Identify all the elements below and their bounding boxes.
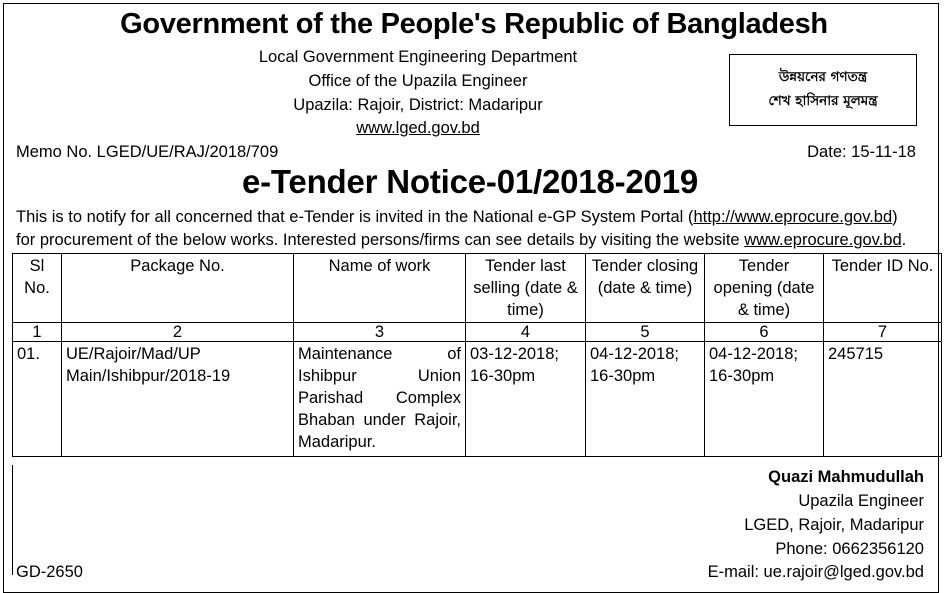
signatory-name: Quazi Mahmudullah — [768, 468, 924, 486]
notice-title: e-Tender Notice-01/2018-2019 — [241, 163, 698, 200]
header-package: Package No. — [62, 254, 294, 323]
memo-number: Memo No. LGED/UE/RAJ/2018/709 — [16, 143, 279, 161]
intro-line-1 — [16, 208, 931, 227]
website-link[interactable]: www.lged.gov.bd — [356, 119, 480, 137]
cell-selling: 03-12-2018; 16-30pm — [466, 342, 586, 457]
signatory-email[interactable]: E-mail: ue.rajoir@lged.gov.bd — [707, 563, 924, 581]
intro-text-1b: ) — [892, 208, 898, 226]
cell-tender-id: 245715 — [824, 342, 942, 457]
cell-package: UE/Rajoir/Mad/UP Main/Ishibpur/2018-19 — [62, 342, 294, 457]
slogan-box — [729, 54, 917, 126]
eprocure-portal-link[interactable]: http://www.eprocure.gov.bd — [693, 208, 893, 226]
cell-sl: 01. — [13, 342, 62, 457]
location-line: Upazila: Rajoir, District: Madaripur — [293, 96, 543, 114]
column-number: 5 — [586, 323, 705, 342]
cell-opening: 04-12-2018; 16-30pm — [705, 342, 824, 457]
eprocure-website-link[interactable]: www.eprocure.gov.bd — [744, 231, 902, 249]
cell-work — [294, 342, 466, 457]
notice-date: Date: 15-11-18 — [807, 143, 916, 161]
column-number: 3 — [294, 323, 466, 342]
cell-closing: 04-12-2018; 16-30pm — [586, 342, 705, 457]
signatory-office: LGED, Rajoir, Madaripur — [744, 516, 924, 534]
column-number: 7 — [824, 323, 942, 342]
intro-text-2b: . — [901, 231, 907, 249]
slogan-line-2: শেখ হাসিনার মূলমন্ত্র — [768, 93, 878, 109]
header-work: Name of work — [294, 254, 466, 323]
header-closing: Tender closing (date & time) — [586, 254, 705, 323]
signatory-phone: Phone: 0662356120 — [775, 540, 924, 558]
intro-text-2a: for procurement of the below works. Interested persons/firms can see details by visiting the website — [16, 231, 745, 249]
intro-line-2 — [16, 231, 931, 250]
column-number: 2 — [62, 323, 294, 342]
header-tender-id: Tender ID No. — [824, 254, 942, 323]
column-number: 6 — [705, 323, 824, 342]
cell-work-text: Maintenance of Ishibpur Union Parishad Complex Bhaban under Rajoir, Madaripur. — [298, 345, 461, 451]
department-name: Local Government Engineering Department — [258, 48, 578, 66]
table-header-row — [13, 254, 942, 323]
signatory-designation: Upazila Engineer — [798, 492, 924, 510]
table-row — [13, 342, 942, 457]
gd-code: GD-2650 — [16, 563, 83, 581]
table-left-border-extension — [12, 465, 13, 575]
header-opening: Tender opening (date & time) — [705, 254, 824, 323]
header-selling: Tender last selling (date & time) — [466, 254, 586, 323]
column-number: 4 — [466, 323, 586, 342]
column-number-row — [13, 323, 942, 342]
office-name: Office of the Upazila Engineer — [308, 72, 528, 90]
column-number: 1 — [13, 323, 62, 342]
header-sl: Sl No. — [13, 254, 62, 323]
government-title: Government of the People's Republic of Bangladesh — [120, 8, 828, 40]
tender-table — [12, 253, 942, 457]
intro-text-1a: This is to notify for all concerned that e-Tender is invited in the National e-GP System Portal ( — [16, 208, 694, 226]
slogan-line-1: উন্নয়নের গণতন্ত্র — [778, 69, 868, 85]
